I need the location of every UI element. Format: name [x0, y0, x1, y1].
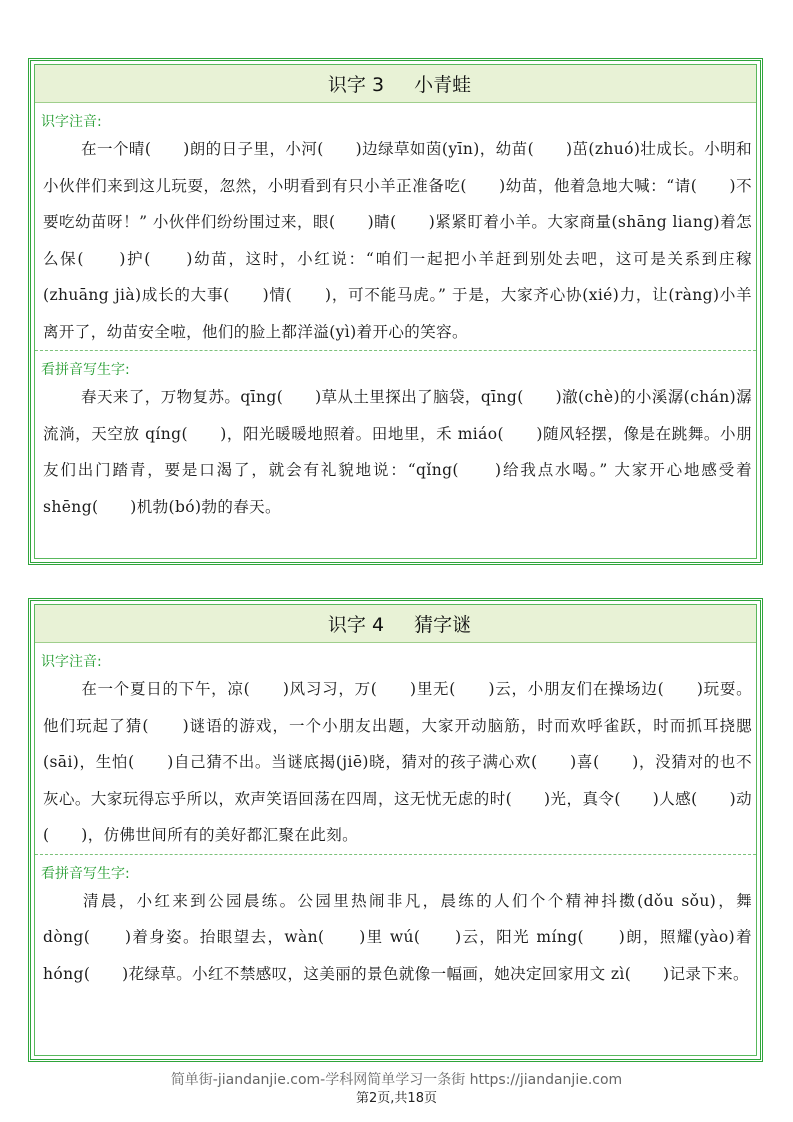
lesson-4-zhuyin-text: 在一个夏日的下午，凉( )风习习，万( )里无( )云，小朋友们在操场边( )玩耍。他们玩起了猜( )谜语的游戏，一个小朋友出题，大家开动脑筋，时而欢呼雀跃，时而抓耳挠腮(sāi)，生怕( )自己猜不出。当谜底揭(jiē)晓，猜对的孩子满心欢( )喜( )，没猜对的也不灰心。大家玩得忘乎所以，欢声笑语回荡在四周，这无忧无虑的时( )光，真令( )人感( )动( )，仿佛世间所有的美好都汇聚在此刻。: [43, 680, 752, 844]
lesson-4-zhuyin-label: 识字注音:: [41, 654, 102, 670]
lesson-3-zhuyin-paragraph: [35, 131, 756, 350]
lesson-4-card: [28, 598, 763, 1062]
lesson-3-card: [28, 58, 763, 565]
lesson-3-title-name: 小青蛙: [414, 74, 472, 96]
lesson-3-zhuyin-text: 在一个晴( )朗的日子里，小河( )边绿草如茵(yīn)，幼苗( )茁(zhuó)壮成长。小明和小伙伴们来到这儿玩耍，忽然，小明看到有只小羊正准备吃( )幼苗，他着急地大喊：“请( )不要吃幼苗呀！” 小伙伴们纷纷围过来，眼( )睛( )紧紧盯着小羊。大家商量(shāng liang)着怎么保( )护( )幼苗，这时，小红说：“咱们一起把小羊赶到别处去吧，这可是关系到庄稼(zhuāng jià)成长的大事( )情( )，可不能马虎。” 于是，大家齐心协(xié)力，让(ràng)小羊离开了，幼苗安全啦，他们的脸上都洋溢(yì)着开心的笑容。: [43, 140, 752, 341]
lesson-3-pinyin-paragraph: [35, 379, 756, 525]
lesson-4-pinyin-paragraph: [35, 883, 756, 993]
lesson-4-title-bar: [35, 605, 756, 643]
footer-page-number: 第2页,共18页: [356, 1091, 437, 1106]
lesson-4-pinyin-label: 看拼音写生字:: [41, 865, 130, 882]
lesson-3-pinyin-text: 春天来了，万物复苏。qīng( )草从土里探出了脑袋，qīng( )澈(chè)的小溪潺(chán)潺流淌，天空放 qíng( )，阳光暖暖地照着。田地里，禾 miáo( )随风轻摆，像是在跳舞。小朋友们出门踏青，要是口渴了，就会有礼貌地说：“qǐng( )给我点水喝。” 大家开心地感受着 shēng( )机勃(bó)勃的春天。: [43, 388, 752, 516]
footer-site: 简单街-jiandanjie.com-学科网简单学习一条街 https://jiandanjie.com: [170, 1072, 623, 1088]
lesson-3-zhuyin-label: 识字注音:: [41, 114, 102, 130]
lesson-4-title-name: 猜字谜: [414, 614, 472, 636]
lesson-3-pinyin-label: 看拼音写生字:: [41, 362, 130, 378]
lesson-3-title-number: 识字 3: [327, 74, 385, 96]
lesson-4-inner: [34, 604, 757, 1056]
lesson-4-title-number: 识字 4: [327, 614, 385, 636]
lesson-3-inner: [34, 64, 757, 559]
lesson-4-pinyin-text: 清晨，小红来到公园晨练。公园里热闹非凡，晨练的人们个个精神抖擞(dǒu sǒu)，舞 dòng( )着身姿。抬眼望去，wàn( )里 wú( )云，阳光 míng( )朗，照耀(yào)着 hóng( )花绿草。小红不禁感叹，这美丽的景色就像一幅画，她决定回家用文 zì( )记录下来。: [43, 891, 752, 983]
lesson-3-title-bar: [35, 65, 756, 103]
lesson-4-zhuyin-paragraph: [35, 671, 756, 854]
